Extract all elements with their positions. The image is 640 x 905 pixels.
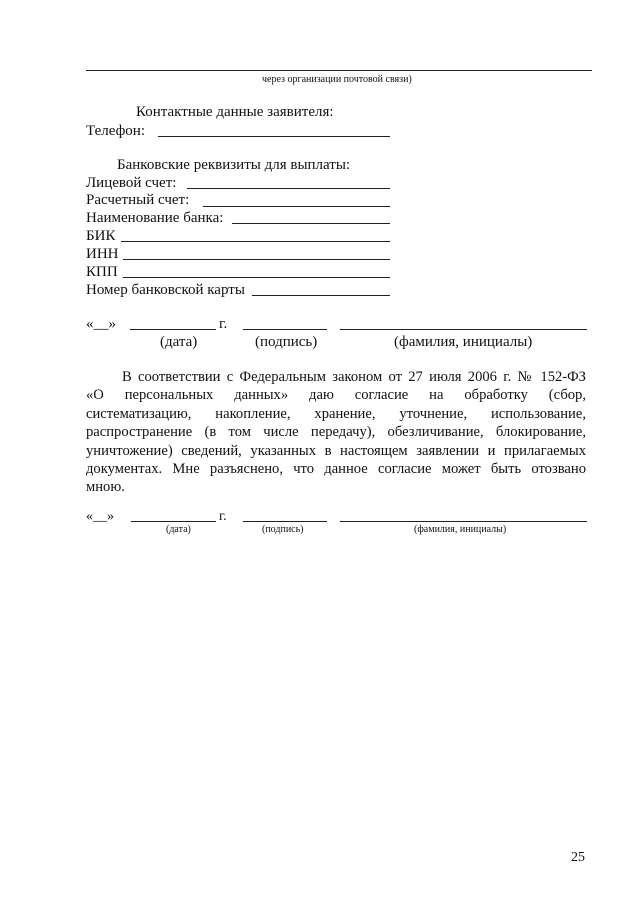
bank-name-label: Наименование банка: — [86, 210, 224, 226]
date-field-2[interactable] — [131, 521, 216, 522]
personal-account-label: Лицевой счет: — [86, 175, 177, 191]
year-suffix-1: г. — [219, 316, 228, 332]
consent-line: систематизацию, накопление, хранение, уточнение, использование, — [86, 405, 586, 422]
page-number: 25 — [571, 850, 585, 865]
phone-label: Телефон: — [86, 123, 145, 139]
signature-field-2[interactable] — [243, 521, 327, 522]
date-field-1[interactable] — [130, 329, 216, 330]
consent-line: В соответствии с Федеральным законом от 27 июля 2006 г. № 152-ФЗ — [122, 369, 586, 385]
card-number-field[interactable] — [252, 295, 390, 296]
date-quote-2: «__» — [86, 509, 114, 524]
name-caption-2: (фамилия, инициалы) — [414, 524, 507, 535]
name-field-1[interactable] — [340, 329, 587, 330]
consent-line: «О персональных данных» даю согласие на обработку (сбор, — [86, 387, 586, 404]
bik-label: БИК — [86, 228, 116, 244]
signature-caption-2: (подпись) — [262, 524, 304, 535]
settlement-account-label: Расчетный счет: — [86, 192, 190, 208]
bik-field[interactable] — [121, 241, 390, 242]
inn-label: ИНН — [86, 246, 119, 262]
consent-line: мною. — [86, 479, 125, 496]
name-field-2[interactable] — [340, 521, 587, 522]
contact-heading: Контактные данные заявителя: — [136, 104, 334, 120]
header-note: через организации почтовой связи) — [262, 74, 412, 85]
header-rule — [86, 70, 592, 71]
settlement-account-field[interactable] — [203, 206, 390, 207]
card-number-label: Номер банковской карты — [86, 282, 245, 298]
consent-line: распространение (в том числе передачу), обезличивание, блокирование, — [86, 424, 586, 441]
kpp-label: КПП — [86, 264, 118, 280]
year-suffix-2: г. — [219, 509, 227, 524]
bank-heading: Банковские реквизиты для выплаты: — [117, 157, 351, 173]
inn-field[interactable] — [123, 259, 390, 260]
kpp-field[interactable] — [123, 277, 390, 278]
consent-paragraph — [86, 368, 586, 497]
bank-name-field[interactable] — [232, 223, 390, 224]
signature-field-1[interactable] — [243, 329, 327, 330]
name-caption-1: (фамилия, инициалы) — [394, 334, 533, 350]
phone-field[interactable] — [158, 136, 390, 137]
consent-line: уничтожение) сведений, указанных в настоящем заявлении и прилагаемых — [86, 442, 586, 459]
signature-caption-1: (подпись) — [255, 334, 318, 350]
date-quote-1: «__» — [86, 316, 116, 332]
personal-account-field[interactable] — [187, 188, 390, 189]
date-caption-1: (дата) — [160, 334, 198, 350]
date-caption-2: (дата) — [166, 524, 191, 535]
consent-line: документах. Мне разъяснено, что данное согласие может быть отозвано — [86, 460, 586, 477]
